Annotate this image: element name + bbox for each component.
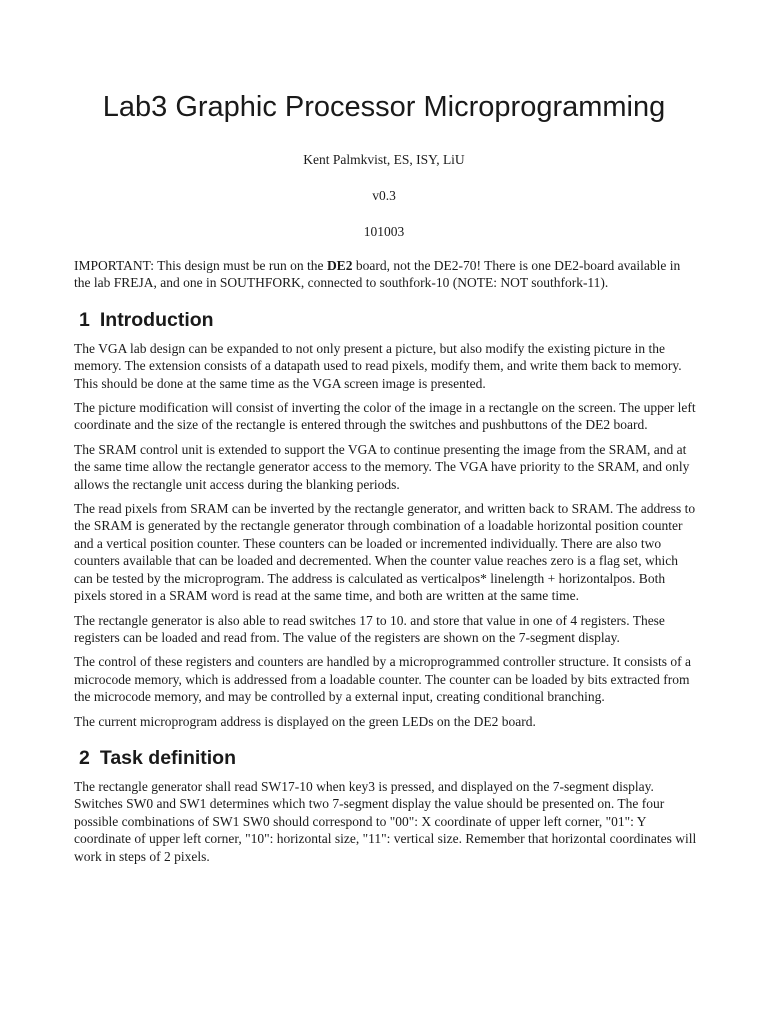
- paragraph: The VGA lab design can be expanded to not only present a picture, but also modify the existing picture in the memory. The extension consists of a datapath used to read pixels, modify them, and write them back to memory. This should be done at the same time as the VGA screen image is presented.: [74, 340, 682, 391]
- paragraph: The rectangle generator shall read SW17-10 when key3 is pressed, and displayed on the 7-segment display. Switches SW0 and SW1 determines which two 7-segment display the value should be presented on. The four possible combinations of SW1 SW0 should correspond to "00": X coordinate of upper left corner, "01": Y coordinate of upper left corner, "10": horizontal size, "11": vertical size. Remember that horizontal coordinates will work in steps of 2 pixels.: [74, 778, 697, 864]
- important-note-board: DE2: [326, 258, 353, 273]
- paragraph: The read pixels from SRAM can be inverted by the rectangle generator, and written back to SRAM. The address to the SRAM is generated by the rectangle generator through combination of a loadable horizontal position counter and a vertical position counter. These counters can be loaded or incremented individually. There are also two counters available that can be loaded and decremented. When the counter value reaches zero is a flag set, which can be tested by the microprogram. The address is calculated as verticalpos* linelength + horizontalpos. Both pixels stored in a SRAM word is read at the same time, and both are written at the same time.: [74, 501, 696, 604]
- paragraph: The SRAM control unit is extended to support the VGA to continue presenting the image from the SRAM, and at the same time allow the rectangle generator access to the memory. The VGA have priority to the SRAM, and only allows the rectangle unit access during the blanking periods.: [74, 441, 690, 492]
- section-heading-introduction: [79, 307, 700, 333]
- section-number: 2: [79, 746, 90, 769]
- paragraph: The current microprogram address is displayed on the green LEDs on the DE2 board.: [74, 713, 536, 729]
- section-title: Introduction: [99, 308, 214, 331]
- document-version: v0.3: [372, 188, 396, 203]
- section-heading-task-definition: [79, 745, 700, 771]
- paragraph: The rectangle generator is also able to read switches 17 to 10. and store that value in one of 4 registers. These registers can be loaded and read from. The value of the registers are shown on the 7-segment display.: [74, 612, 665, 645]
- important-note-prefix: IMPORTANT: This design must be run on the: [74, 258, 327, 273]
- section-title: Task definition: [99, 746, 237, 769]
- section-number: 1: [79, 308, 90, 331]
- paragraph: The control of these registers and counters are handled by a microprogrammed controller structure. It consists of a microcode memory, which is addressed from a loadable counter. The counter can be loaded by bits extracted from the microcode memory, and may be controlled by a external input, creating conditional branching.: [74, 654, 692, 705]
- document-body: [74, 257, 700, 872]
- document-date: 101003: [363, 224, 405, 239]
- document-author: Kent Palmkvist, ES, ISY, LiU: [303, 152, 465, 167]
- document-title: Lab3 Graphic Processor Microprogramming: [102, 91, 666, 123]
- paragraph: The picture modification will consist of inverting the color of the image in a rectangle on the screen. The upper left coordinate and the size of the rectangle is entered through the switches and pushbuttons of the DE2 board.: [74, 400, 696, 433]
- important-note-suffix: board, not the DE2-70! There is one DE2-board available in the lab FREJA, and one in SOUTHFORK, connected to southfork-10 (NOTE: NOT southfork-11).: [74, 258, 681, 291]
- important-note: [74, 257, 700, 292]
